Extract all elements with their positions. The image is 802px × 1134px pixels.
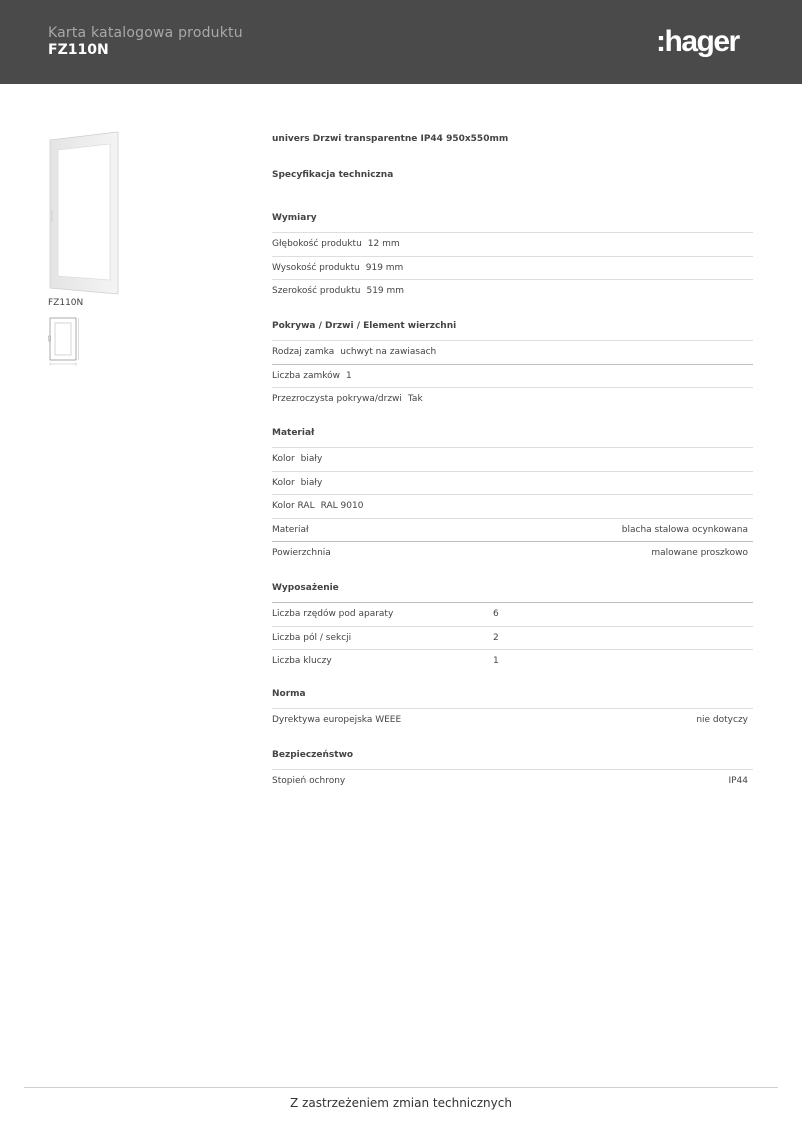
section-heading: Bezpieczeństwo xyxy=(272,748,753,770)
section-bezpieczenstwo xyxy=(272,748,753,794)
spec-row xyxy=(272,627,753,651)
spec-row xyxy=(272,257,753,281)
spec-title: Specyfikacja techniczna xyxy=(272,170,394,180)
spec-row xyxy=(272,650,753,674)
section-heading: Materiał xyxy=(272,426,753,448)
technical-drawing xyxy=(48,316,80,368)
section-wymiary xyxy=(272,211,753,304)
spec-key: Kolor xyxy=(272,454,295,464)
product-code-label: FZ110N xyxy=(48,298,84,308)
spec-value: 12 mm xyxy=(367,239,400,249)
spec-key: Dyrektywa europejska WEEE xyxy=(272,715,402,725)
spec-key: Liczba pól / sekcji xyxy=(272,632,352,643)
section-pokrywa xyxy=(272,319,753,412)
spec-key: Szerokość produktu xyxy=(272,286,361,296)
spec-value: 1 xyxy=(346,370,352,381)
spec-key: Głębokość produktu xyxy=(272,239,362,249)
header-subtitle: Karta katalogowa produktu xyxy=(48,25,243,41)
section-norma xyxy=(272,687,753,733)
section-wyposazenie xyxy=(272,581,753,674)
spec-value: biały xyxy=(300,477,323,488)
spec-key: Liczba rzędów pod aparaty xyxy=(272,609,394,619)
spec-value: 1 xyxy=(493,656,499,666)
spec-row xyxy=(272,542,753,566)
spec-value: uchwyt na zawiasach xyxy=(340,347,437,357)
spec-key: Liczba kluczy xyxy=(272,656,332,666)
spec-value: RAL 9010 xyxy=(320,501,364,511)
spec-row xyxy=(272,341,753,365)
product-title: univers Drzwi transparentne IP44 950x550mm xyxy=(272,134,509,144)
spec-value: 519 mm xyxy=(366,286,405,296)
spec-key: Liczba zamków xyxy=(272,370,341,381)
spec-row xyxy=(272,365,753,389)
section-heading: Wymiary xyxy=(272,211,753,233)
spec-value: 6 xyxy=(493,609,499,619)
spec-key: Przezroczysta pokrywa/drzwi xyxy=(272,394,402,404)
spec-row xyxy=(272,519,753,543)
spec-row xyxy=(272,709,753,733)
spec-value: blacha stalowa ocynkowana xyxy=(621,524,748,535)
spec-row xyxy=(272,280,753,304)
spec-key: Rodzaj zamka xyxy=(272,347,335,357)
spec-value: biały xyxy=(300,454,323,464)
spec-key: Stopień ochrony xyxy=(272,776,346,786)
spec-value: 2 xyxy=(493,632,499,643)
spec-value: Tak xyxy=(407,394,423,404)
spec-row xyxy=(272,388,753,412)
section-heading: Norma xyxy=(272,687,753,709)
footer-divider xyxy=(24,1087,778,1088)
spec-key: Kolor xyxy=(272,477,295,488)
header-product-code: FZ110N xyxy=(48,42,109,58)
spec-row xyxy=(272,770,753,794)
spec-key: Materiał xyxy=(272,524,309,535)
spec-key: Wysokość produktu xyxy=(272,262,360,273)
spec-row xyxy=(272,233,753,257)
hager-logo-text: :hager xyxy=(656,25,739,58)
spec-row xyxy=(272,495,753,519)
spec-key: Kolor RAL xyxy=(272,501,315,511)
spec-value: nie dotyczy xyxy=(696,715,748,725)
product-photo xyxy=(48,130,120,296)
spec-value: IP44 xyxy=(728,776,748,786)
page-header xyxy=(0,0,802,84)
spec-row xyxy=(272,472,753,496)
section-heading: Pokrywa / Drzwi / Element wierzchni xyxy=(272,319,753,341)
section-heading: Wyposażenie xyxy=(272,581,753,603)
hager-logo xyxy=(656,22,756,60)
spec-key: Powierzchnia xyxy=(272,548,331,558)
spec-row xyxy=(272,603,753,627)
section-material xyxy=(272,426,753,566)
footer-disclaimer: Z zastrzeżeniem zmian technicznych xyxy=(290,1096,512,1110)
spec-value: malowane proszkowo xyxy=(651,548,748,558)
spec-value: 919 mm xyxy=(365,262,404,273)
spec-row xyxy=(272,448,753,472)
